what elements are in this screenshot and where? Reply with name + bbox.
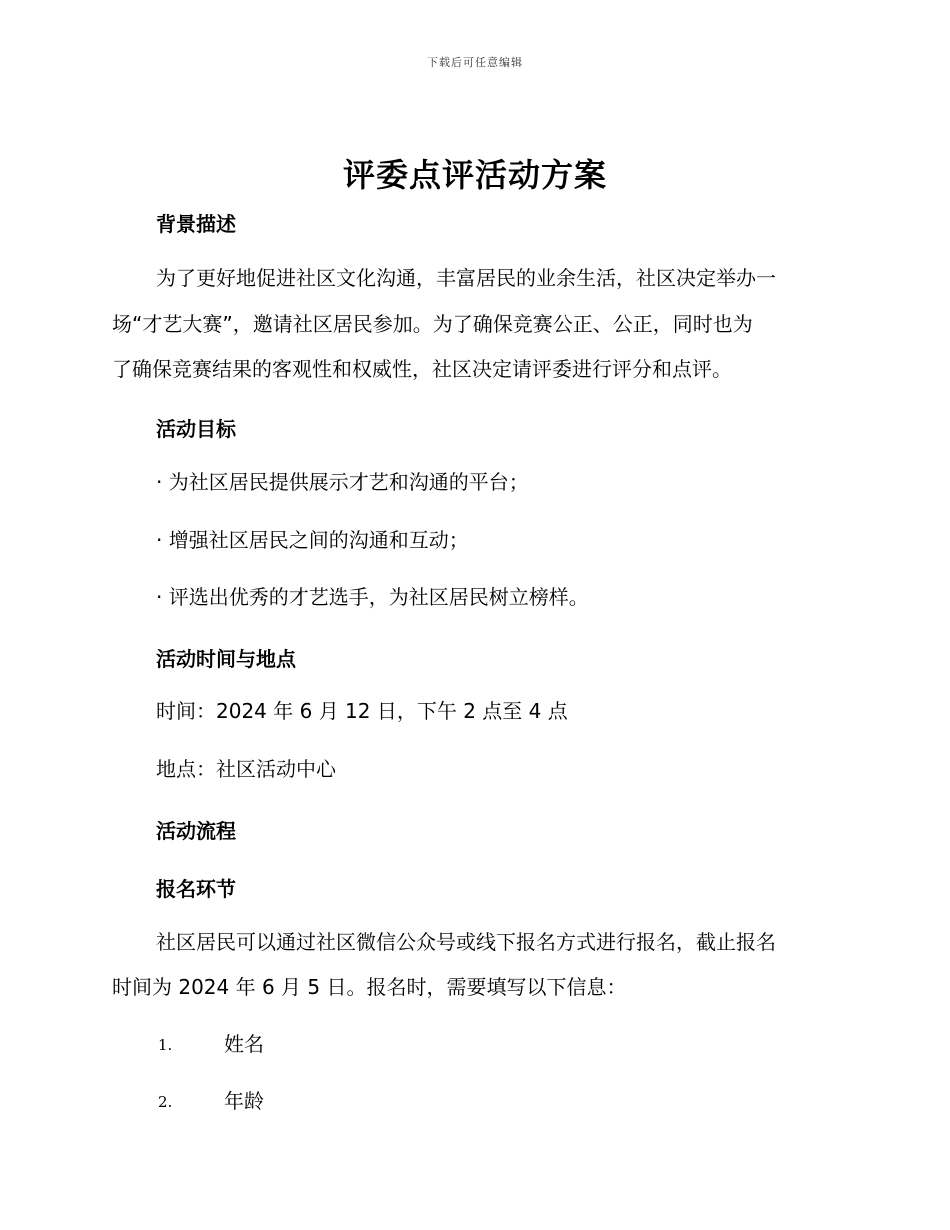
section-heading-time-place: 活动时间与地点: [156, 647, 296, 671]
bullet-item: · 为社区居民提供展示才艺和沟通的平台；: [156, 470, 529, 494]
section-heading-goals: 活动目标: [156, 417, 236, 441]
bullet-item: · 增强社区居民之间的沟通和互动；: [156, 528, 469, 552]
section-heading-process: 活动流程: [156, 819, 236, 843]
list-item: 年龄: [224, 1089, 264, 1113]
paragraph-line: 社区居民可以通过社区微信公众号或线下报名方式进行报名，截止报名: [156, 930, 776, 954]
place-line: 地点：社区活动中心: [156, 757, 336, 781]
paragraph-line: 场“才艺大赛”，邀请社区居民参加。为了确保竞赛公正、公正，同时也为: [112, 312, 753, 336]
list-number: 2.: [158, 1093, 173, 1111]
list-number: 1.: [158, 1036, 173, 1054]
time-line: 时间：2024 年 6 月 12 日，下午 2 点至 4 点: [156, 699, 568, 723]
header-note: 下载后可任意编辑: [427, 56, 523, 69]
paragraph-line: 了确保竞赛结果的客观性和权威性，社区决定请评委进行评分和点评。: [112, 357, 732, 381]
paragraph-line: 为了更好地促进社区文化沟通，丰富居民的业余生活，社区决定举办一: [156, 266, 776, 290]
section-heading-registration: 报名环节: [156, 877, 236, 901]
paragraph-line: 时间为 2024 年 6 月 5 日。报名时，需要填写以下信息：: [112, 975, 627, 999]
document-title: 评委点评活动方案: [342, 156, 607, 194]
list-item: 姓名: [224, 1032, 264, 1056]
section-heading-background: 背景描述: [156, 212, 236, 236]
bullet-item: · 评选出优秀的才艺选手，为社区居民树立榜样。: [156, 585, 589, 609]
